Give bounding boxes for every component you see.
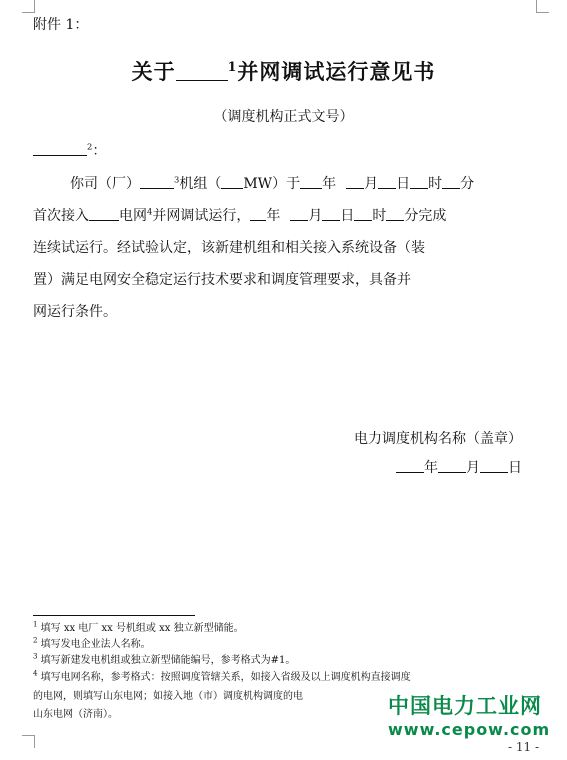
crop-mark-top-right — [536, 0, 549, 13]
addressee-footnote-ref: 2 — [87, 141, 93, 152]
blank — [386, 206, 404, 221]
watermark-url: www.cepow.com — [388, 720, 551, 739]
document-title — [0, 56, 567, 86]
title-suffix: 并网调试运行意见书 — [237, 59, 436, 84]
blank — [410, 174, 428, 189]
footnote-2 — [33, 637, 151, 653]
footnote-1 — [33, 621, 244, 637]
body-text: 并网调试运行， — [152, 208, 251, 224]
body-text: 月 — [364, 176, 379, 192]
blank — [221, 174, 243, 189]
body-text: 日 — [396, 176, 411, 192]
footnote-text: 填写发电企业法人名称。 — [40, 639, 151, 650]
body-text: 年 — [322, 176, 337, 192]
blank — [480, 458, 508, 473]
footnote-number: 2 — [33, 636, 38, 645]
footnote-number: 1 — [33, 620, 38, 629]
title-blank — [176, 59, 228, 81]
blank — [290, 206, 308, 221]
addressee — [33, 140, 106, 160]
footnote-number: 3 — [33, 652, 38, 661]
title-prefix: 关于 — [131, 59, 176, 84]
blank — [300, 174, 322, 189]
footnote-3 — [33, 653, 295, 669]
blank — [378, 174, 396, 189]
body-line-5: 网运行条件。 — [33, 304, 117, 320]
annex-label: 附件 1： — [33, 17, 89, 33]
footnote-separator — [33, 615, 195, 616]
footnote-ref-4: 4 — [147, 206, 153, 217]
body-text: 时 — [372, 208, 387, 224]
date-month: 月 — [466, 460, 480, 476]
body-text: 分 — [460, 176, 475, 192]
footnote-number: 4 — [33, 669, 38, 678]
blank — [140, 174, 174, 189]
body-line-3: 连续试运行。经试验认定，该新建机组和相关接入系统设备（装 — [33, 240, 425, 256]
body-text: 月 — [308, 208, 323, 224]
footnote-text: 填写新建发电机组或独立新型储能编号，参考格式为#1。 — [40, 655, 296, 666]
blank — [396, 458, 424, 473]
blank — [322, 206, 340, 221]
body-line-2 — [33, 200, 446, 232]
body-text: MW）于 — [243, 176, 301, 192]
body-text: 电网 — [119, 208, 147, 224]
date-day: 日 — [508, 460, 522, 476]
body-text: 日 — [340, 208, 355, 224]
body-text: 机组（ — [179, 176, 222, 192]
crop-mark-bottom-left — [22, 735, 35, 748]
blank — [438, 458, 466, 473]
body-line-1 — [70, 168, 474, 200]
body-text: 首次接入 — [33, 208, 89, 224]
footnote-text: 填写电网名称，参考格式：按照调度管辖关系，如接入省级及以上调度机构直接调度 — [40, 672, 411, 683]
body-line-4: 置）满足电网安全稳定运行技术要求和调度管理要求，具备并 — [33, 272, 411, 288]
body-text: 你司（厂） — [70, 176, 140, 192]
issuer-signature: 电力调度机构名称（盖章） — [354, 431, 522, 447]
body-text: 时 — [428, 176, 443, 192]
page-number: - 11 - — [507, 740, 539, 754]
footnote-text: 填写 xx 电厂 xx 号机组或 xx 独立新型储能。 — [40, 623, 244, 634]
issue-date — [396, 457, 522, 477]
body-text: 年 — [266, 208, 281, 224]
footnote-ref-3: 3 — [174, 174, 180, 185]
addressee-colon: ： — [92, 143, 107, 159]
blank — [89, 206, 119, 221]
watermark-site-name: 中国电力工业网 — [388, 694, 542, 718]
crop-mark-top-left — [22, 0, 35, 13]
footnote-4-continued-2: 山东电网（济南）。 — [33, 709, 118, 720]
footnote-4 — [33, 670, 411, 686]
blank — [354, 206, 372, 221]
document-number-placeholder: （调度机构正式文号） — [213, 109, 354, 125]
blank — [442, 174, 460, 189]
date-year: 年 — [424, 460, 438, 476]
blank — [346, 174, 364, 189]
footnote-4-continued: 的电网，则填写山东电网；如接入地（市）调度机构调度的电 — [33, 691, 303, 702]
title-footnote-ref: 1 — [227, 59, 238, 74]
blank — [250, 206, 266, 221]
body-text: 分完成 — [404, 208, 447, 224]
addressee-blank — [33, 141, 87, 156]
